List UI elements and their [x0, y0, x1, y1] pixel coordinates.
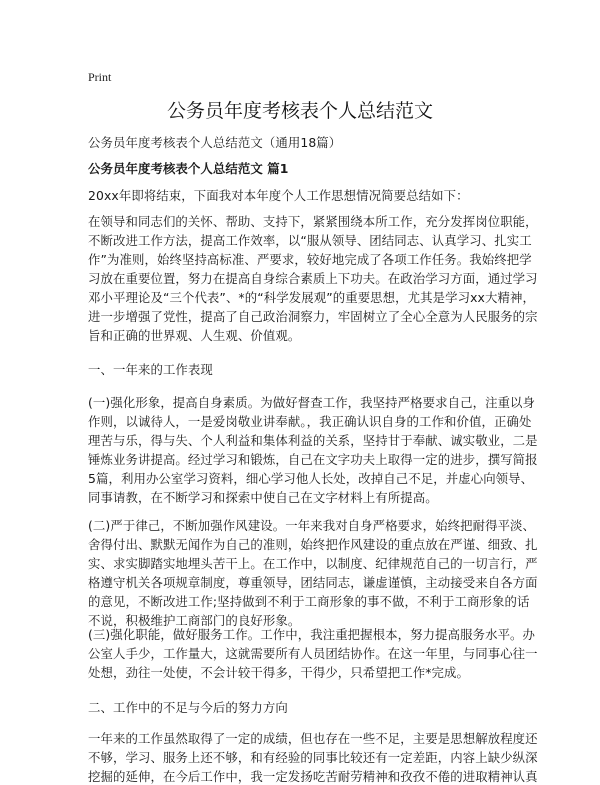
- paragraph-4-line: 公室人手少，工作量大，这就需要所有人员团结协作。在这一年里，与同事心往一: [88, 646, 538, 661]
- paragraph-3-line: 不说，积极维护工商部门的良好形象。: [88, 613, 301, 628]
- paragraph-1-line: 进一步增强了党性，提高了自己政治洞察力，牢固树立了全心全意为人民服务的宗: [88, 309, 538, 324]
- paragraph-1-line: 旨和正确的世界观、人生观、价值观。: [88, 328, 301, 343]
- paragraph-3-line: 的意见，不断改进工作;坚持做到不利于工商形象的事不做，不利于工商形象的话: [88, 594, 530, 609]
- intro-paragraph: 20xx年即将结束，下面我对本年度个人工作思想情况简要总结如下：: [88, 188, 469, 203]
- paragraph-3-line: (二)严于律己，不断加强作风建设。一年来我对自身严格要求，始终把耐得平淡、: [88, 518, 536, 533]
- section-heading-1: 一、一年来的工作表现: [88, 362, 213, 377]
- paragraph-2-line: 理苦与乐，得与失、个人利益和集体利益的关系，坚持甘于奉献、诚实敬业，二是: [88, 433, 538, 448]
- document-subtitle: 公务员年度考核表个人总结范文（通用18篇）: [88, 135, 342, 150]
- paragraph-2-line: 同事请教，在不断学习和探索中使自己在文字材料上有所提高。: [88, 490, 438, 505]
- paragraph-5-line: 一年来的工作虽然取得了一定的成绩，但也存在一些不足，主要是思想解放程度还: [88, 731, 538, 746]
- paragraph-3-line: 格遵守机关各项规章制度，尊重领导，团结同志，谦虚谨慎，主动接受来自各方面: [88, 575, 538, 590]
- section-heading-2: 二、工作中的不足与今后的努力方向: [88, 700, 288, 715]
- paragraph-1-line: 邓小平理论及“三个代表”、*的“科学发展观”的重要思想，尤其是学习xx大精神，: [88, 290, 535, 305]
- section-heading: 公务员年度考核表个人总结范文 篇1: [88, 161, 289, 176]
- paragraph-1-line: 不断改进工作方法，提高工作效率，以“服从领导、团结同志、认真学习、扎实工: [88, 233, 532, 248]
- paragraph-5-line: 挖掘的延伸，在今后工作中，我一定发扬吃苦耐劳精神和孜孜不倦的进取精神认真: [88, 769, 538, 784]
- paragraph-4-line: 处想，劲往一处使，不会计较干得多，干得少，只希望把工作*完成。: [88, 665, 470, 680]
- paragraph-2-line: 作则，以诚待人，一是爱岗敬业讲奉献。，我正确认识自身的工作和价值，正确处: [88, 414, 532, 429]
- paragraph-1-line: 作”为准则，始终坚持高标准、严要求，较好地完成了各项工作任务。我始终把学: [88, 252, 532, 267]
- paragraph-1-line: 习放在重要位置，努力在提高自身综合素质上下功夫。在政治学习方面，通过学习: [88, 271, 538, 286]
- paragraph-5-line: 不够，学习、服务上还不够，和有经验的同事比较还有一定差距，内容上缺少纵深: [88, 750, 538, 765]
- paragraph-4-line: (三)强化职能，做好服务工作。工作中，我注重把握根本，努力提高服务水平。办: [88, 627, 536, 642]
- paragraph-3-line: 实、求实脚踏实地埋头苦干上。在工作中，以制度、纪律规范自己的一切言行，严: [88, 556, 538, 571]
- paragraph-3-line: 舍得付出、默默无闻作为自己的准则，始终把作风建设的重点放在严谨、细致、扎: [88, 537, 538, 552]
- document-title: 公务员年度考核表个人总结范文: [166, 100, 433, 122]
- print-label[interactable]: Print: [88, 70, 112, 84]
- paragraph-2-line: (一)强化形象，提高自身素质。为做好督查工作，我坚持严格要求自己，注重以身: [88, 395, 536, 410]
- paragraph-1-line: 在领导和同志们的关怀、帮助、支持下，紧紧围绕本所工作，充分发挥岗位职能，: [88, 214, 538, 229]
- paragraph-2-line: 5篇，利用办公室学习资料，细心学习他人长处，改掉自己不足，并虚心向领导、: [88, 471, 534, 486]
- paragraph-2-line: 锤炼业务讲提高。经过学习和锻炼，自己在文字功夫上取得一定的进步，撰写简报: [88, 452, 538, 467]
